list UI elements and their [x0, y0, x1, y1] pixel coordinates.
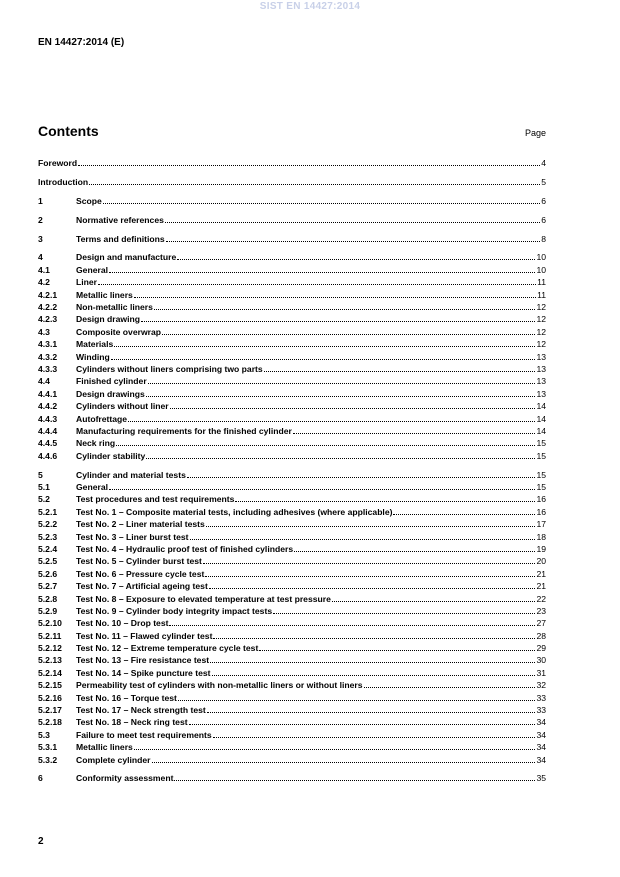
toc-entry-title: Cylinder stability — [76, 450, 146, 461]
dot-leader — [174, 780, 535, 781]
toc-entry[interactable] — [38, 543, 546, 555]
toc-entry-title: Normative references — [76, 214, 164, 225]
toc-entry[interactable] — [38, 375, 546, 387]
toc-entry-title: Test No. 9 – Cylinder body integrity impact tests — [76, 605, 273, 616]
toc-entry-page: 15 — [536, 438, 546, 449]
dot-leader — [273, 613, 535, 614]
dot-leader — [169, 625, 535, 626]
toc-entry-page: 21 — [536, 568, 546, 579]
dot-leader — [165, 222, 540, 223]
dot-leader — [114, 346, 535, 347]
toc-entry-title: Cylinder and material tests — [76, 469, 186, 480]
toc-entry[interactable] — [38, 400, 546, 412]
toc-entry-number: 4 — [38, 252, 43, 263]
toc-entry[interactable] — [38, 642, 546, 654]
toc-entry-number: 4.2.3 — [38, 314, 58, 325]
dot-leader — [207, 712, 536, 713]
toc-entry[interactable] — [38, 264, 546, 276]
toc-entry-title: Autofrettage — [76, 413, 128, 424]
dot-leader — [235, 501, 535, 502]
toc-entry-title: Test No. 5 – Cylinder burst test — [76, 556, 202, 567]
document-id: EN 14427:2014 (E) — [38, 37, 125, 48]
toc-entry-page: 34 — [536, 717, 546, 728]
toc-entry[interactable] — [38, 493, 546, 505]
toc-entry-number: 4.4.2 — [38, 401, 58, 412]
dot-leader — [162, 334, 535, 335]
toc-entry[interactable] — [38, 580, 546, 592]
dot-leader — [170, 408, 536, 409]
toc-entry-page: 12 — [536, 326, 546, 337]
toc-entry[interactable] — [38, 326, 546, 338]
toc-entry-number: 4.4.3 — [38, 413, 58, 424]
toc-entry-title: Test No. 6 – Pressure cycle test — [76, 568, 205, 579]
toc-entry-title: Test No. 16 – Torque test — [76, 692, 177, 703]
toc-entry[interactable] — [38, 157, 546, 169]
toc-entry-title: Metallic liners — [76, 742, 133, 753]
toc-entry-title: Design and manufacture — [76, 252, 177, 263]
toc-entry-title: Test No. 1 – Composite material tests, including adhesives (where applicable) — [76, 506, 393, 517]
dot-leader — [141, 321, 535, 322]
toc-entry-page: 10 — [536, 264, 546, 275]
toc-entry-title: Test No. 18 – Neck ring test — [76, 717, 188, 728]
toc-entry-number: 5.2.6 — [38, 568, 58, 579]
dot-leader — [177, 259, 535, 260]
toc-entry[interactable] — [38, 481, 546, 493]
toc-entry[interactable] — [38, 313, 546, 325]
contents-heading: Contents — [38, 123, 99, 139]
toc-entry-number: 5.2.13 — [38, 655, 62, 666]
toc-entry-title: Cylinders without liners comprising two parts — [76, 363, 263, 374]
toc-entry-page: 29 — [536, 643, 546, 654]
toc-entry-page: 12 — [536, 339, 546, 350]
toc-entry[interactable] — [38, 176, 546, 188]
dot-leader — [209, 588, 536, 589]
toc-entry-title: Neck ring — [76, 438, 116, 449]
toc-entry[interactable] — [38, 233, 546, 245]
toc-entry-page: 8 — [541, 233, 546, 244]
dot-leader — [111, 359, 536, 360]
toc-entry[interactable] — [38, 338, 546, 350]
toc-entry-title: Cylinders without liner — [76, 401, 169, 412]
toc-entry-page: 32 — [536, 680, 546, 691]
toc-entry-page: 31 — [536, 667, 546, 678]
toc-entry-page: 11 — [537, 289, 546, 300]
toc-entry[interactable] — [38, 754, 546, 766]
dot-leader — [89, 184, 540, 185]
toc-entry[interactable] — [38, 289, 546, 301]
dot-leader — [210, 662, 535, 663]
dot-leader — [128, 421, 535, 422]
toc-entry-page: 15 — [536, 450, 546, 461]
toc-entry[interactable] — [38, 654, 546, 666]
toc-entry[interactable] — [38, 450, 546, 462]
toc-entry-number: 4.3.2 — [38, 351, 58, 362]
toc-entry-page: 18 — [536, 531, 546, 542]
toc-entry-title: Conformity assessment — [76, 773, 174, 784]
dot-leader — [264, 371, 536, 372]
toc-entry-number: 4.2.2 — [38, 302, 58, 313]
toc-entry-title: Liner — [76, 277, 98, 288]
toc-entry-title: Winding — [76, 351, 110, 362]
toc-entry[interactable] — [38, 506, 546, 518]
dot-leader — [148, 383, 536, 384]
toc-entry-page: 33 — [536, 692, 546, 703]
toc-entry-page: 34 — [536, 742, 546, 753]
toc-entry[interactable] — [38, 437, 546, 449]
dot-leader — [134, 749, 536, 750]
toc-entry-number: 4.2 — [38, 277, 50, 288]
toc-entry-title: Test No. 14 – Spike puncture test — [76, 667, 211, 678]
toc-entry-number: 5.2.15 — [38, 680, 62, 691]
toc-entry[interactable] — [38, 605, 546, 617]
page-column-label: Page — [524, 128, 546, 138]
toc-entry-page: 33 — [536, 705, 546, 716]
toc-entry[interactable] — [38, 716, 546, 728]
dot-leader — [146, 458, 535, 459]
toc-entry-number: 5.2.7 — [38, 581, 58, 592]
toc-entry-number: 2 — [38, 214, 43, 225]
toc-entry-page: 4 — [541, 158, 546, 168]
dot-leader — [189, 724, 536, 725]
toc-entry-page: 13 — [536, 376, 546, 387]
toc-entry-number: 5.2.18 — [38, 717, 62, 728]
dot-leader — [205, 576, 535, 577]
toc-entry-title: Metallic liners — [76, 289, 133, 300]
dot-leader — [294, 551, 535, 552]
toc-entry[interactable] — [38, 568, 546, 580]
toc-entry[interactable] — [38, 214, 546, 226]
toc-entry-number: 4.4.6 — [38, 450, 58, 461]
toc-entry-number: 5.3 — [38, 729, 50, 740]
toc-entry-number: 6 — [38, 773, 43, 784]
toc-entry-number: 5.2.8 — [38, 593, 58, 604]
toc-entry-page: 12 — [536, 302, 546, 313]
toc-entry-page: 14 — [536, 413, 546, 424]
page-number: 2 — [38, 836, 44, 847]
toc-entry-page: 17 — [536, 519, 546, 530]
toc-entry-title: Test No. 12 – Extreme temperature cycle test — [76, 643, 259, 654]
toc-entry-page: 5 — [541, 176, 546, 187]
toc-entry-title: Scope — [76, 195, 102, 206]
toc-entry-number: 4.4.1 — [38, 388, 58, 399]
toc-entry-title: Non-metallic liners — [76, 302, 153, 313]
toc-entry-number: 5.2.4 — [38, 543, 58, 554]
toc-entry-title: Test No. 3 – Liner burst test — [76, 531, 189, 542]
toc-entry-title: Terms and definitions — [76, 233, 165, 244]
toc-entry[interactable] — [38, 276, 546, 288]
toc-entry-page: 16 — [536, 494, 546, 505]
dot-leader — [146, 396, 536, 397]
toc-entry[interactable] — [38, 617, 546, 629]
toc-entry-page: 12 — [536, 314, 546, 325]
toc-entry-title: Materials — [76, 339, 114, 350]
toc-entry-title: Test No. 13 – Fire resistance test — [76, 655, 210, 666]
toc-entry-page: 14 — [536, 401, 546, 412]
toc-entry-title: Finished cylinder — [76, 376, 147, 387]
toc-entry-title: Test No. 7 – Artificial ageing test — [76, 581, 208, 592]
toc-entry-number: 5.2.10 — [38, 618, 62, 629]
toc-entry-number: 5.2.1 — [38, 506, 58, 517]
toc-entry-number: 5.3.1 — [38, 742, 58, 753]
toc-entry-number: 4.3.1 — [38, 339, 58, 350]
toc-entry[interactable] — [38, 531, 546, 543]
dot-leader — [154, 309, 536, 310]
toc-entry-title: Test No. 11 – Flawed cylinder test — [76, 630, 213, 641]
toc-entry-title: Manufacturing requirements for the finished cylinder — [76, 425, 292, 436]
toc-entry-page: 10 — [536, 252, 546, 263]
toc-entry-number: 5.2.9 — [38, 605, 58, 616]
toc-entry-number: 1 — [38, 195, 43, 206]
toc-entry-title: Design drawings — [76, 388, 145, 399]
toc-entry-page: 11 — [537, 277, 546, 288]
toc-entry[interactable] — [38, 413, 546, 425]
toc-entry-page: 27 — [536, 618, 546, 629]
toc-entry-page: 15 — [536, 469, 546, 480]
toc-entry-number: 4.1 — [38, 264, 50, 275]
dot-leader — [134, 297, 536, 298]
toc-entry-page: 19 — [536, 543, 546, 554]
toc-entry-page: 21 — [536, 581, 546, 592]
toc-entry-page: 15 — [536, 481, 546, 492]
toc-entry-number: 5.1 — [38, 481, 50, 492]
toc-entry-page: 23 — [536, 605, 546, 616]
toc-entry-page: 13 — [536, 351, 546, 362]
toc-entry-number: 5.2.11 — [38, 630, 62, 641]
toc-entry-number: 3 — [38, 233, 43, 244]
toc-entry-number: 5.2.16 — [38, 692, 62, 703]
toc-entry-title: Test No. 4 – Hydraulic proof test of finished cylinders — [76, 543, 294, 554]
dot-leader — [206, 526, 536, 527]
toc-entry[interactable] — [38, 593, 546, 605]
toc-entry[interactable] — [38, 667, 546, 679]
table-of-contents — [38, 157, 546, 785]
toc-entry[interactable] — [38, 729, 546, 741]
toc-entry-page: 28 — [536, 630, 546, 641]
toc-entry-number: 4.3 — [38, 326, 50, 337]
toc-entry-number: 4.4.4 — [38, 425, 58, 436]
toc-entry-title: Introduction — [38, 176, 89, 187]
dot-leader — [152, 762, 536, 763]
toc-entry-number: 5.2.5 — [38, 556, 58, 567]
toc-entry-number: 5.2.12 — [38, 643, 62, 654]
toc-entry[interactable] — [38, 555, 546, 567]
toc-entry[interactable] — [38, 741, 546, 753]
toc-entry-number: 5.2.3 — [38, 531, 58, 542]
toc-entry-title: Foreword — [38, 158, 78, 168]
dot-leader — [98, 284, 536, 285]
toc-entry[interactable] — [38, 772, 546, 784]
toc-entry[interactable] — [38, 388, 546, 400]
toc-entry-title: Permeability test of cylinders with non-metallic liners or without liners — [76, 680, 363, 691]
dot-leader — [259, 650, 535, 651]
toc-entry[interactable] — [38, 251, 546, 263]
toc-entry[interactable] — [38, 425, 546, 437]
toc-entry-title: Test No. 10 – Drop test — [76, 618, 169, 629]
toc-entry-number: 5.2.2 — [38, 519, 58, 530]
dot-leader — [109, 272, 535, 273]
toc-entry-page: 34 — [536, 729, 546, 740]
toc-entry-title: Test No. 8 – Exposure to elevated temperature at test pressure — [76, 593, 331, 604]
dot-leader — [116, 445, 535, 446]
toc-entry-number: 5.2.14 — [38, 667, 62, 678]
dot-leader — [332, 601, 536, 602]
toc-entry-number: 5 — [38, 469, 43, 480]
toc-entry-title: Failure to meet test requirements — [76, 729, 212, 740]
toc-entry-title: General — [76, 264, 109, 275]
toc-entry-page: 22 — [536, 593, 546, 604]
toc-entry[interactable] — [38, 692, 546, 704]
toc-entry-title: Design drawing — [76, 314, 140, 325]
toc-entry-page: 6 — [541, 214, 546, 225]
toc-entry[interactable] — [38, 518, 546, 530]
dot-leader — [393, 514, 535, 515]
toc-entry[interactable] — [38, 630, 546, 642]
toc-entry-title: Test No. 2 – Liner material tests — [76, 519, 205, 530]
toc-entry-page: 34 — [536, 754, 546, 765]
dot-leader — [103, 203, 540, 204]
toc-entry[interactable] — [38, 195, 546, 207]
toc-entry-title: General — [76, 481, 109, 492]
toc-entry-page: 13 — [536, 388, 546, 399]
dot-leader — [166, 241, 541, 242]
toc-entry[interactable] — [38, 351, 546, 363]
dot-leader — [364, 687, 536, 688]
dot-leader — [190, 539, 536, 540]
dot-leader — [213, 638, 535, 639]
toc-entry-page: 30 — [536, 655, 546, 666]
toc-entry-page: 6 — [541, 195, 546, 206]
toc-entry-page: 16 — [536, 506, 546, 517]
toc-entry-title: Test No. 17 – Neck strength test — [76, 705, 206, 716]
toc-entry[interactable] — [38, 363, 546, 375]
toc-entry[interactable] — [38, 301, 546, 313]
dot-leader — [212, 675, 536, 676]
dot-leader — [78, 165, 540, 166]
toc-entry[interactable] — [38, 704, 546, 716]
toc-entry-number: 4.3.3 — [38, 363, 58, 374]
toc-entry-number: 5.3.2 — [38, 754, 58, 765]
toc-entry-number: 4.4 — [38, 376, 50, 387]
toc-entry-number: 4.2.1 — [38, 289, 58, 300]
toc-entry-title: Test procedures and test requirements — [76, 494, 235, 505]
toc-entry-number: 4.4.5 — [38, 438, 58, 449]
dot-leader — [109, 489, 535, 490]
toc-entry[interactable] — [38, 679, 546, 691]
toc-entry-page: 13 — [536, 363, 546, 374]
toc-entry[interactable] — [38, 469, 546, 481]
dot-leader — [187, 477, 536, 478]
toc-entry-page: 14 — [536, 425, 546, 436]
toc-entry-page: 20 — [536, 556, 546, 567]
toc-entry-number: 5.2 — [38, 494, 50, 505]
dot-leader — [178, 700, 536, 701]
dot-leader — [213, 737, 536, 738]
toc-entry-page: 35 — [536, 773, 546, 784]
watermark: SIST EN 14427:2014 — [259, 1, 361, 12]
dot-leader — [293, 433, 536, 434]
toc-entry-title: Complete cylinder — [76, 754, 151, 765]
toc-entry-number: 5.2.17 — [38, 705, 62, 716]
dot-leader — [203, 563, 536, 564]
toc-entry-title: Composite overwrap — [76, 326, 162, 337]
